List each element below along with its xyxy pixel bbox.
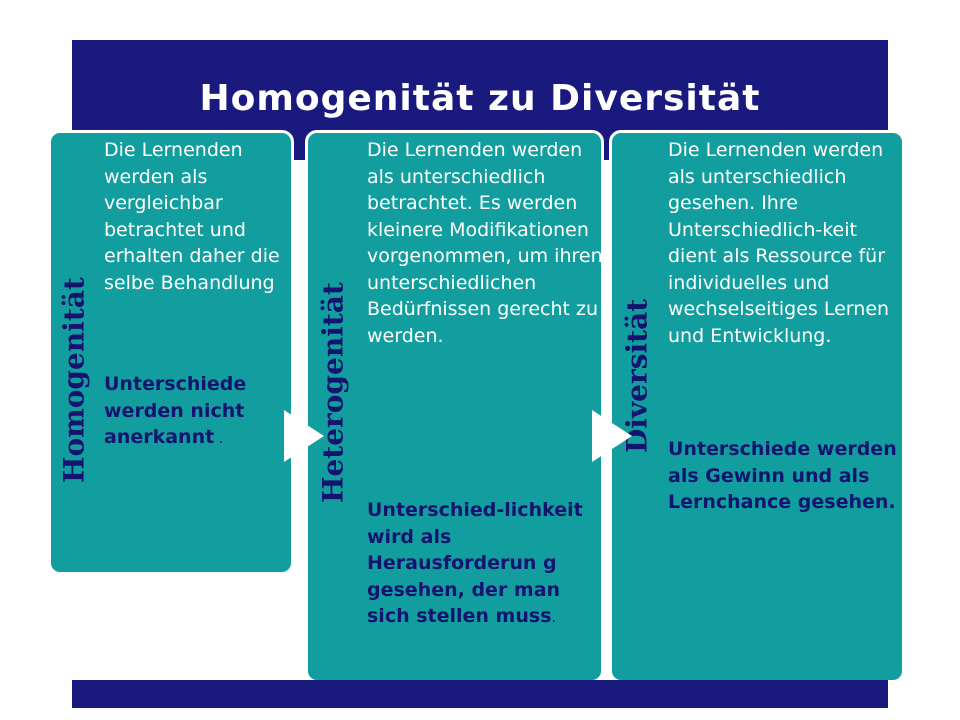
- card-label: Diversität: [620, 298, 654, 453]
- card-heterogenitaet: [305, 130, 604, 683]
- arrow-right-icon: [284, 410, 324, 462]
- card-label: Heterogenität: [316, 282, 350, 503]
- card-label: Homogenität: [57, 277, 91, 483]
- card-diversitaet: [609, 130, 905, 683]
- footer-band: [72, 680, 888, 708]
- card-description: Die Lernenden werden als vergleichbar betrachtet und erhalten daher die selbe Behandlung: [104, 139, 280, 294]
- slide-title: Homogenität zu Diversität: [199, 78, 761, 119]
- card-emphasis: [104, 371, 294, 453]
- card-emphasis-end: .: [214, 431, 224, 447]
- card-emphasis: [668, 436, 904, 518]
- card-emphasis-text: Unterschiede werden nicht anerkannt: [104, 373, 247, 448]
- card-emphasis-text: Unterschied-lichkeit wird als Herausforderun g gesehen, der man sich stellen muss: [367, 499, 583, 627]
- card-description: Die Lernenden werden als unterschiedlich betrachtet. Es werden kleinere Modifikationen vorgenommen, um ihren unterschiedlichen Bedürfnissen gerecht zu werden.: [367, 139, 603, 347]
- arrow-right-icon: [592, 410, 632, 462]
- card-emphasis-text: Unterschiede werden als Gewinn und als Lernchance gesehen.: [668, 438, 897, 513]
- card-description: Die Lernenden werden als unterschiedlich gesehen. Ihre Unterschiedlich-keit dient als Ressource für individuelles und wechselseitiges Lernen und Entwicklung.: [668, 139, 890, 347]
- card-emphasis-end: .: [551, 610, 556, 626]
- card-emphasis: [367, 497, 599, 632]
- card-homogenitaet: [48, 130, 294, 575]
